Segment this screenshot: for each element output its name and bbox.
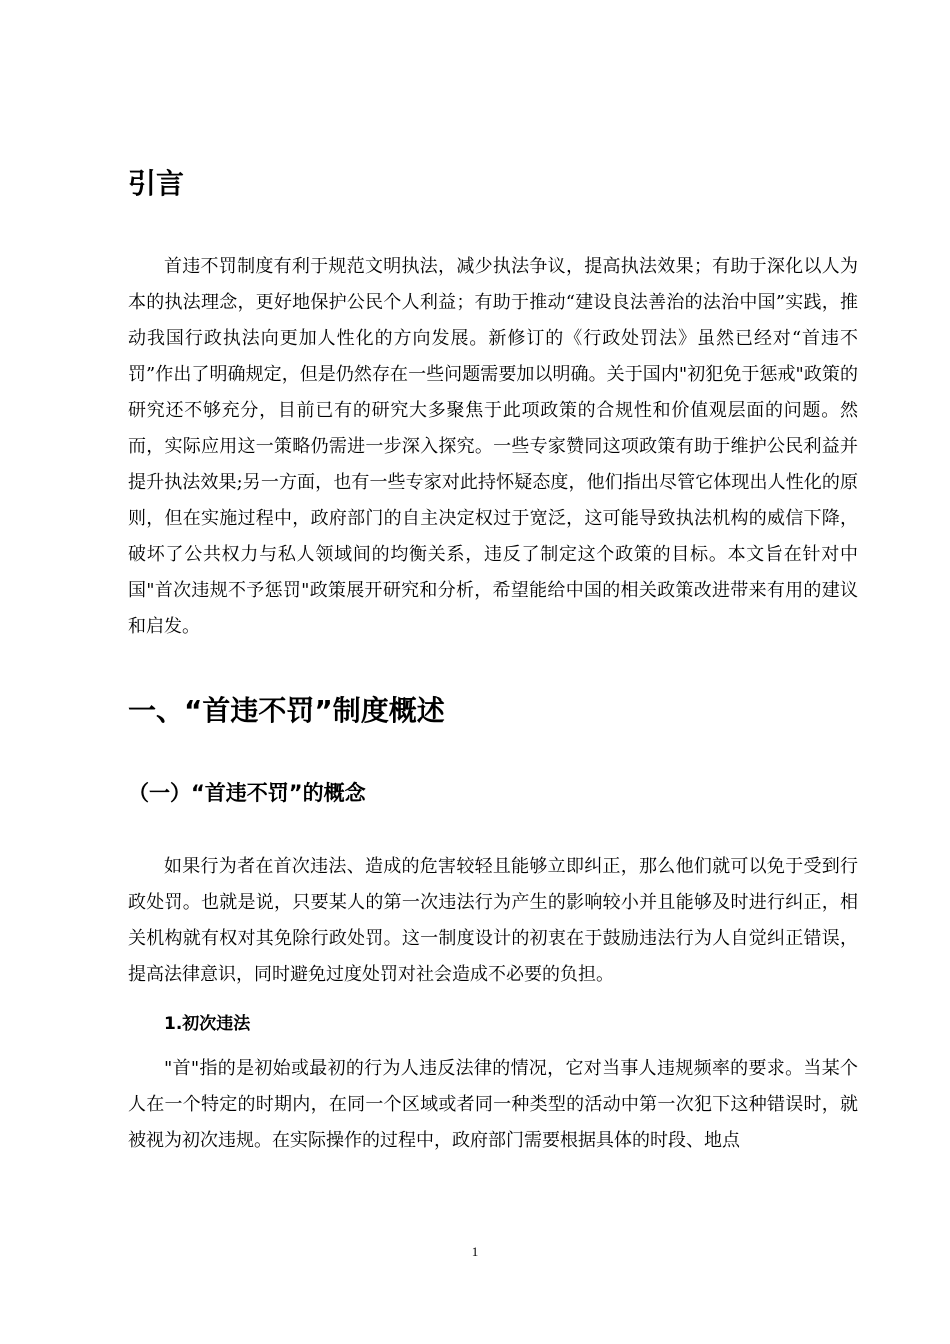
intro-heading: 引言 [128,167,185,200]
first-violation-paragraph: "首"指的是初始或最初的行为人违反法律的情况，它对当事人违规频率的要求。当某个人在一个特定的时期内，在同一个区域或者同一种类型的活动中第一次犯下这种错误时，就被视为初次违规。在实际操作的过程中，政府部门需要根据具体的时段、地点 [128,1058,858,1151]
page-content [128,166,858,1159]
intro-paragraph: 首违不罚制度有利于规范文明执法，减少执法争议，提高执法效果；有助于深化以人为本的执法理念，更好地保护公民个人利益；有助于推动“建设良法善治的法治中国”实践，推动我国行政执法向更加人性化的方向发展。新修订的《行政处罚法》虽然已经对“首违不罚”作出了明确规定，但是仍然存在一些问题需要加以明确。关于国内"初犯免于惩戒"政策的研究还不够充分，目前已有的研究大多聚焦于此项政策的合规性和价值观层面的问题。然而，实际应用这一策略仍需进一步深入探究。一些专家赞同这项政策有助于维护公民利益并提升执法效果;另一方面，也有一些专家对此持怀疑态度，他们指出尽管它体现出人性化的原则，但在实施过程中，政府部门的自主决定权过于宽泛，这可能导致执法机构的威信下降，破坏了公共权力与私人领域间的均衡关系，违反了制定这个政策的目标。本文旨在针对中国"首次违规不予惩罚"政策展开研究和分析，希望能给中国的相关政策改进带来有用的建议和启发。 [128,256,858,637]
subsection-heading-concept: （一）“首违不罚”的概念 [128,781,366,805]
section-heading-overview: 一、“首违不罚”制度概述 [128,694,445,727]
page-number: 1 [471,1244,479,1259]
concept-paragraph: 如果行为者在首次违法、造成的危害较轻且能够立即纠正，那么他们就可以免于受到行政处罚。也就是说，只要某人的第一次违法行为产生的影响较小并且能够及时进行纠正，相关机构就有权对其免除行政处罚。这一制度设计的初衷在于鼓励违法行为人自觉纠正错误，提高法律意识，同时避免过度处罚对社会造成不必要的负担。 [128,856,858,985]
item-heading-first-violation: 1.初次违法 [164,1014,251,1034]
